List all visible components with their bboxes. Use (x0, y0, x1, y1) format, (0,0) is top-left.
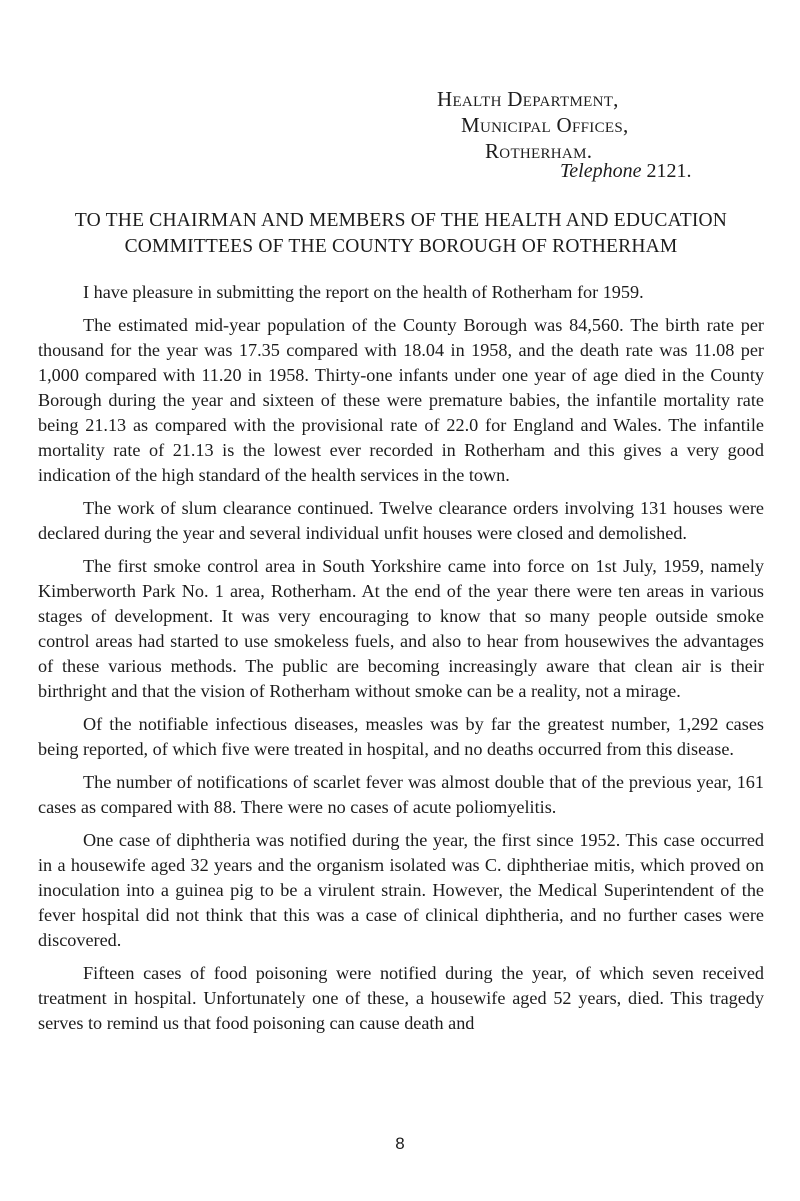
telephone-number: 2121. (646, 160, 692, 182)
paragraph: The work of slum clearance continued. Twelve clearance orders involving 131 houses were declared during the year and several individual unfit houses were closed and demolished. (38, 498, 764, 543)
address-line-town: Rotherham. (485, 139, 593, 163)
address-line-offices: Municipal Offices, (461, 113, 629, 137)
sender-address (437, 86, 629, 164)
paragraph: The first smoke control area in South Yorkshire came into force on 1st July, 1959, namely Kimberworth Park No. 1 area, Rotherham. At the end of the year there were ten areas in various stages of development. It was very encouraging to know that so many people outside smoke control areas had started to use smokeless fuels, and also to hear from housewives the advantages of these various methods. The public are becoming increasingly aware that clean air is their birthright and that the vision of Rotherham without smoke can be a reality, not a mirage. (38, 556, 764, 701)
paragraph: Of the notifiable infectious diseases, measles was by far the greatest number, 1,292 cases being reported, of which five were treated in hospital, and no deaths occurred from this disease. (38, 714, 764, 759)
telephone-label: Telephone (560, 160, 642, 182)
heading-line-1: TO THE CHAIRMAN AND MEMBERS OF THE HEALTH AND EDUCATION (74, 210, 728, 231)
paragraph: One case of diphtheria was notified during the year, the first since 1952. This case occurred in a housewife aged 32 years and the organism isolated was C. diphtheriae mitis, which proved on inoculation into a guinea pig to be a virulent strain. However, the Medical Superintendent of the fever hospital did not think that this was a case of clinical diphtheria, and no further cases were discovered. (38, 830, 764, 950)
page-number: 8 (395, 1134, 405, 1153)
paragraph: The estimated mid-year population of the County Borough was 84,560. The birth rate per thousand for the year was 17.35 compared with 18.04 in 1958, and the death rate was 11.08 per 1,000 compared with 11.20 in 1958. Thirty-one infants under one year of age died in the County Borough during the year and sixteen of these were premature babies, the infantile mortality rate being 21.13 as compared with the provisional rate of 22.0 for England and Wales. The infantile mortality rate of 21.13 is the lowest ever recorded in Rotherham and this gives a very good indication of the high standard of the health services in the town. (38, 315, 764, 485)
paragraph: I have pleasure in submitting the report on the health of Rotherham for 1959. (83, 282, 644, 302)
heading-line-2: COMMITTEES OF THE COUNTY BOROUGH OF ROTHERHAM (124, 236, 678, 257)
paragraph: Fifteen cases of food poisoning were notified during the year, of which seven received treatment in hospital. Unfortunately one of these, a housewife aged 52 years, died. This tragedy serves to remind us that food poisoning can cause death and (38, 963, 764, 1033)
report-body (38, 280, 764, 1044)
telephone-line (560, 160, 691, 183)
address-line-department: Health Department, (437, 87, 619, 111)
report-heading (40, 208, 762, 260)
paragraph: The number of notifications of scarlet fever was almost double that of the previous year, 161 cases as compared with 88. There were no cases of acute poliomyelitis. (38, 772, 764, 817)
